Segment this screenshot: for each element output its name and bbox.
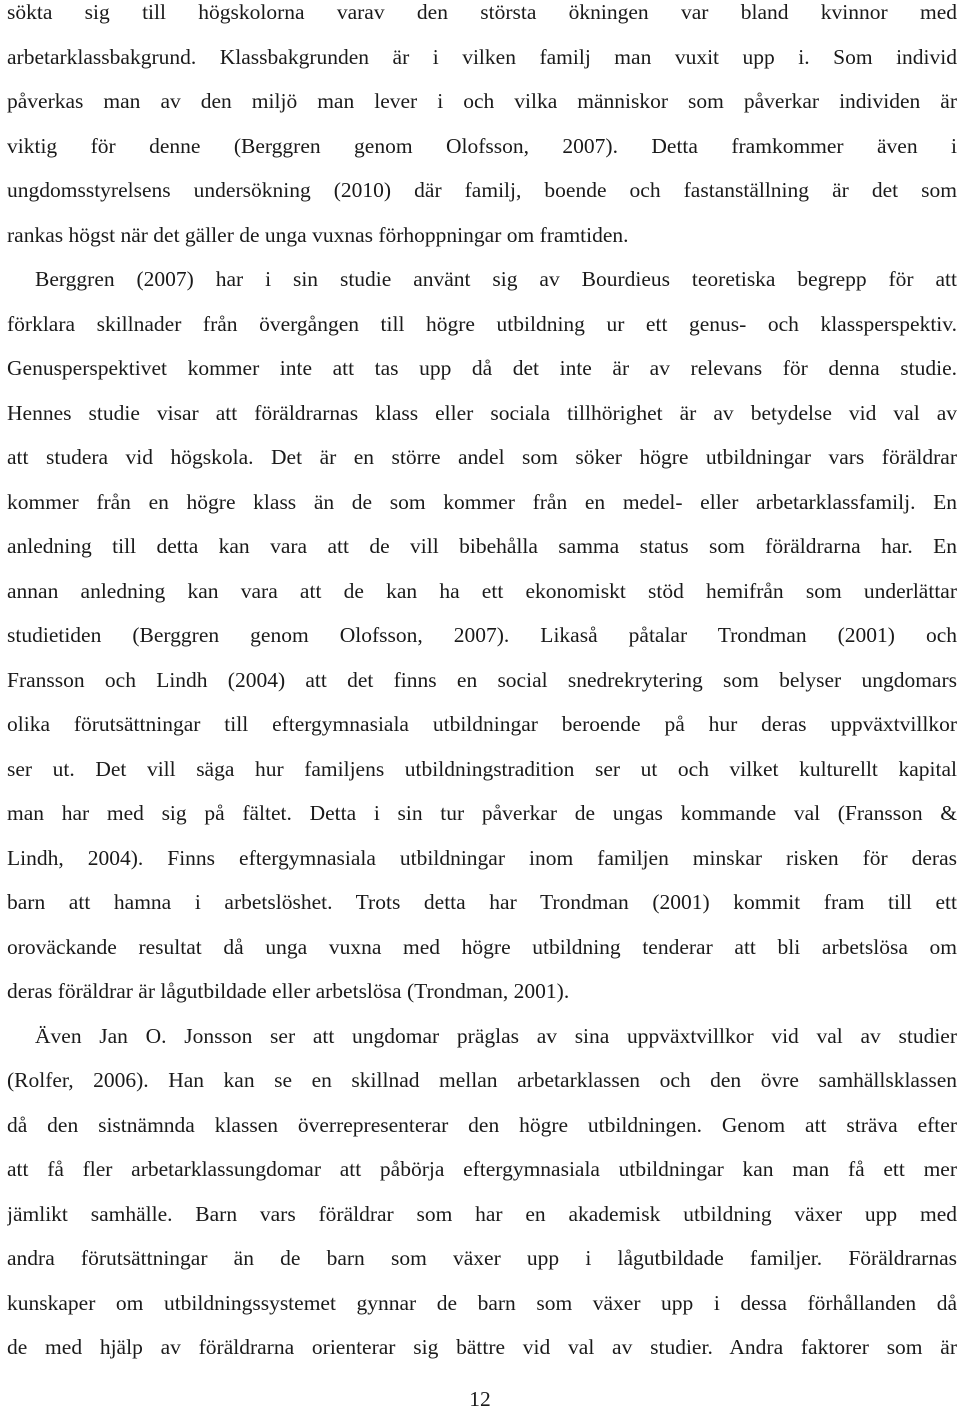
text-line: att studera vid högskola. Det är en större andel som söker högre utbildningar vars föräldrar [7,445,957,469]
text-line: Berggren (2007) har i sin studie använt sig av Bourdieus teoretiska begrepp för att [35,267,957,291]
text-line: Genusperspektivet kommer inte att tas upp då det inte är av relevans för denna studie. [7,356,957,380]
text-line: barn att hamna i arbetslöshet. Trots detta har Trondman (2001) kommit fram till ett [7,890,957,914]
text-line: rankas högst när det gäller de unga vuxnas förhoppningar om framtiden. [7,222,629,247]
text-line: kunskaper om utbildningssystemet gynnar de barn som växer upp i dessa förhållanden då [7,1290,957,1315]
text-line: ungdomsstyrelsens undersökning (2010) där familj, boende och fastanställning är det som [7,178,957,202]
text-line: jämlikt samhälle. Barn vars föräldrar som har en akademisk utbildning växer upp med [7,1201,957,1226]
text-line: man har med sig på fältet. Detta i sin tur påverkar de ungas kommande val (Fransson & [7,801,957,825]
page-number: 12 [469,1387,491,1411]
text-line: viktig för denne (Berggren genom Olofsson, 2007). Detta framkommer även i [7,133,957,158]
text-line: studietiden (Berggren genom Olofsson, 2007). Likaså påtalar Trondman (2001) och [7,623,957,647]
text-line: att få fler arbetarklassungdomar att påbörja eftergymnasiala utbildningar kan man få ett mer [7,1157,957,1181]
text-line: sökta sig till högskolorna varav den största ökningen var bland kvinnor med [7,0,957,24]
text-line: förklara skillnader från övergången till högre utbildning ur ett genus- och klassperspektiv. [7,311,957,336]
text-line: anledning till detta kan vara att de vill bibehålla samma status som föräldrarna har. En [7,534,957,558]
text-line: de med hjälp av föräldrarna orienterar sig bättre vid val av studier. Andra faktorer som är [7,1335,957,1359]
text-line: andra förutsättningar än de barn som växer upp i lågutbildade familjer. Föräldrarnas [7,1246,957,1270]
text-line: ser ut. Det vill säga hur familjens utbildningstradition ser ut och vilket kulturellt kapital [7,756,957,781]
text-line: Lindh, 2004). Finns eftergymnasiala utbildningar inom familjen minskar risken för deras [7,845,957,870]
text-line: annan anledning kan vara att de kan ha ett ekonomiskt stöd hemifrån som underlättar [7,578,957,603]
text-line: (Rolfer, 2006). Han kan se en skillnad mellan arbetarklassen och den övre samhällsklassen [7,1068,957,1092]
text-line: Fransson och Lindh (2004) att det finns en social snedrekrytering som belyser ungdomars [7,667,957,692]
text-line: deras föräldrar är lågutbildade eller arbetslösa (Trondman, 2001). [7,979,570,1003]
text-line: arbetarklassbakgrund. Klassbakgrunden är i vilken familj man vuxit upp i. Som individ [7,44,957,69]
text-line: påverkas man av den miljö man lever i och vilka människor som påverkar individen är [7,89,957,113]
text-line: då den sistnämnda klassen överrepresenterar den högre utbildningen. Genom att sträva efter [7,1112,957,1137]
text-line: olika förutsättningar till eftergymnasiala utbildningar beroende på hur deras uppväxtvillkor [7,712,957,736]
text-line: Även Jan O. Jonsson ser att ungdomar präglas av sina uppväxtvillkor vid val av studier [35,1023,957,1048]
text-line: Hennes studie visar att föräldrarnas klass eller sociala tillhörighet är av betydelse vid val av [7,400,957,425]
body-text [7,0,957,1370]
text-line: oroväckande resultat då unga vuxna med högre utbildning tenderar att bli arbetslösa om [7,934,957,959]
text-line: kommer från en högre klass än de som kommer från en medel- eller arbetarklassfamilj. En [7,489,957,514]
